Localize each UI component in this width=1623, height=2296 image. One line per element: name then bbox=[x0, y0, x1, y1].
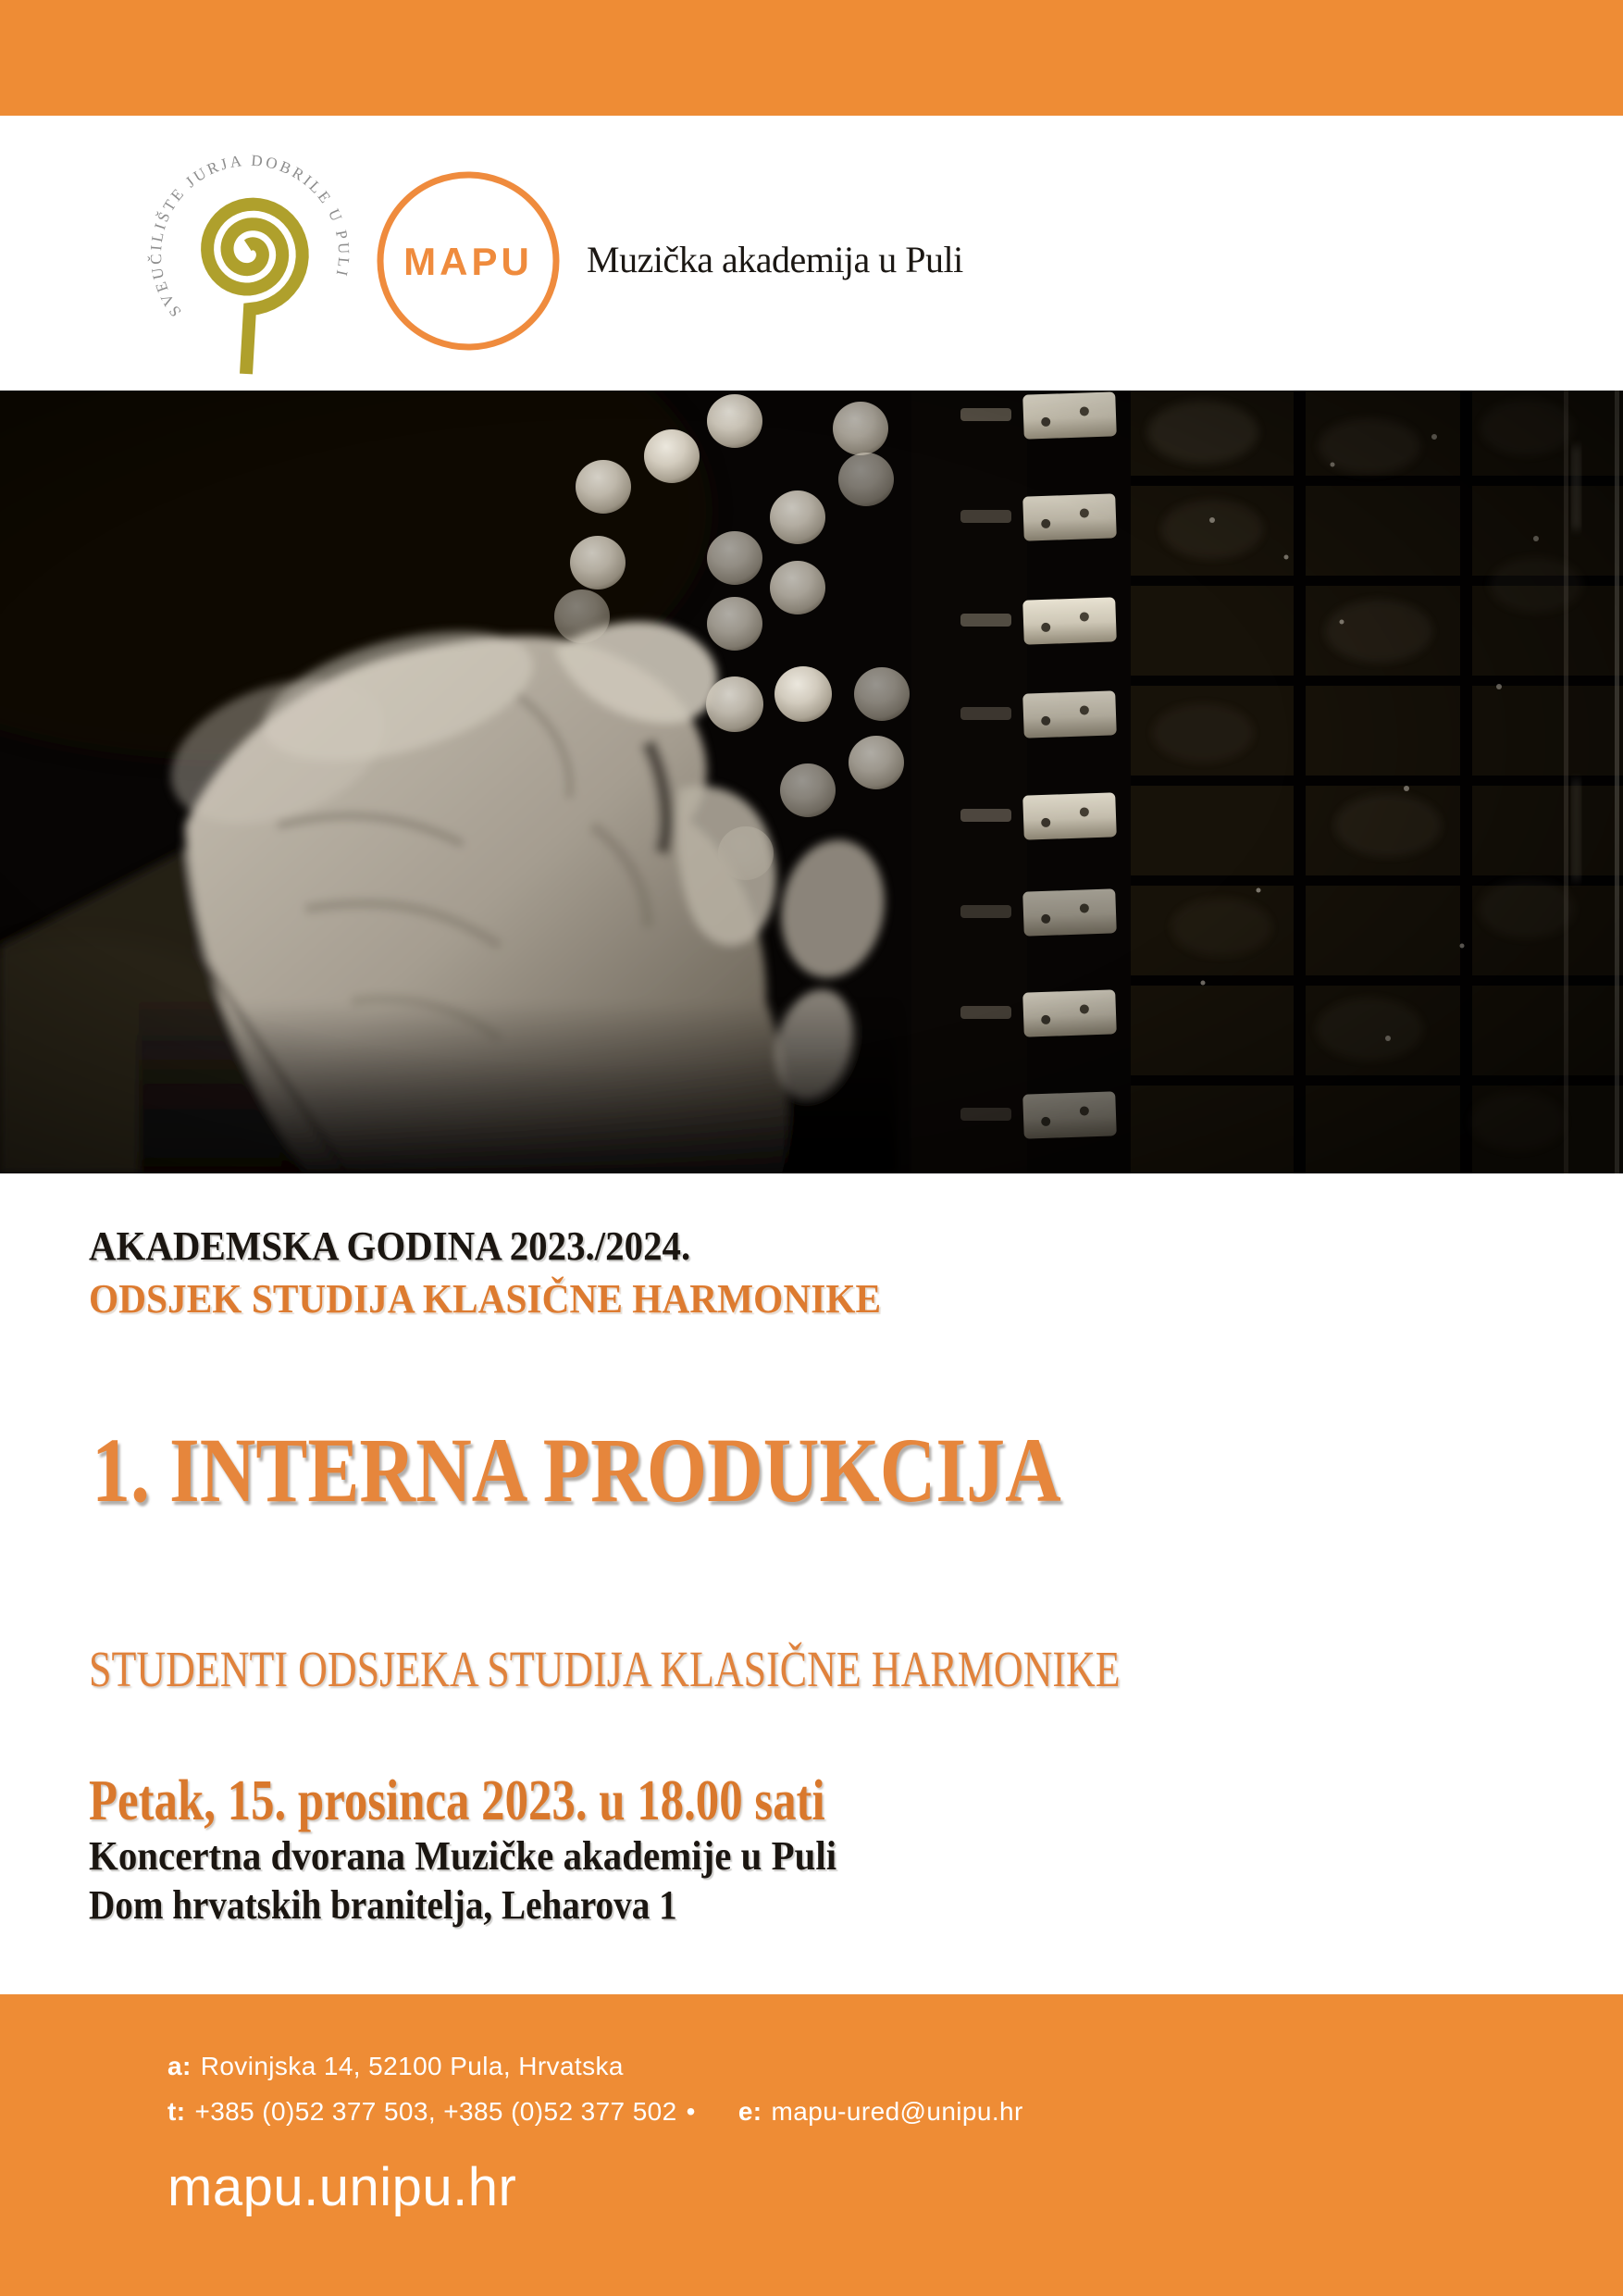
university-ring-text: SVEUČILIŠTE JURJA DOBRILE U PULI bbox=[146, 151, 353, 320]
email-label: e: bbox=[737, 2097, 762, 2126]
department-line: ODSJEK STUDIJA KLASIČNE HARMONIKE bbox=[89, 1276, 882, 1322]
university-logo bbox=[147, 152, 353, 374]
address-label: a: bbox=[167, 2052, 192, 2080]
venue-line-2: Dom hrvatskih branitelja, Leharova 1 bbox=[89, 1882, 677, 1928]
footer bbox=[0, 1994, 1623, 2296]
event-title: 1. INTERNA PRODUKCIJA bbox=[92, 1419, 1061, 1521]
footer-address-line bbox=[167, 2054, 624, 2079]
university-spiral-icon bbox=[207, 205, 303, 374]
top-accent-bar bbox=[0, 0, 1623, 116]
accordion-photo bbox=[0, 391, 1623, 1173]
academic-year-line: AKADEMSKA GODINA 2023./2024. bbox=[89, 1223, 691, 1269]
mapu-logo bbox=[380, 175, 556, 347]
footer-contact-line bbox=[167, 2099, 1023, 2125]
phone-numbers: +385 (0)52 377 503, +385 (0)52 377 502 bbox=[194, 2097, 677, 2126]
email-text: mapu-ured@unipu.hr bbox=[771, 2097, 1023, 2126]
phone-label: t: bbox=[167, 2097, 186, 2126]
event-details bbox=[0, 1173, 1623, 1994]
address-text: Rovinjska 14, 52100 Pula, Hrvatska bbox=[200, 2052, 624, 2080]
venue-line-1: Koncertna dvorana Muzičke akademije u Puli bbox=[89, 1833, 837, 1879]
separator-bullet: • bbox=[686, 2097, 696, 2126]
website-text: mapu.unipu.hr bbox=[167, 2157, 517, 2217]
accordion-photo-art bbox=[0, 391, 1623, 1173]
academy-name: Muzička akademija u Puli bbox=[587, 239, 963, 280]
header bbox=[0, 116, 1623, 391]
performers-line: STUDENTI ODSJEKA STUDIJA KLASIČNE HARMONIKE bbox=[89, 1641, 1121, 1697]
mapu-logo-label: MAPU bbox=[403, 240, 533, 283]
datetime-line: Petak, 15. prosinca 2023. u 18.00 sati bbox=[89, 1769, 825, 1832]
